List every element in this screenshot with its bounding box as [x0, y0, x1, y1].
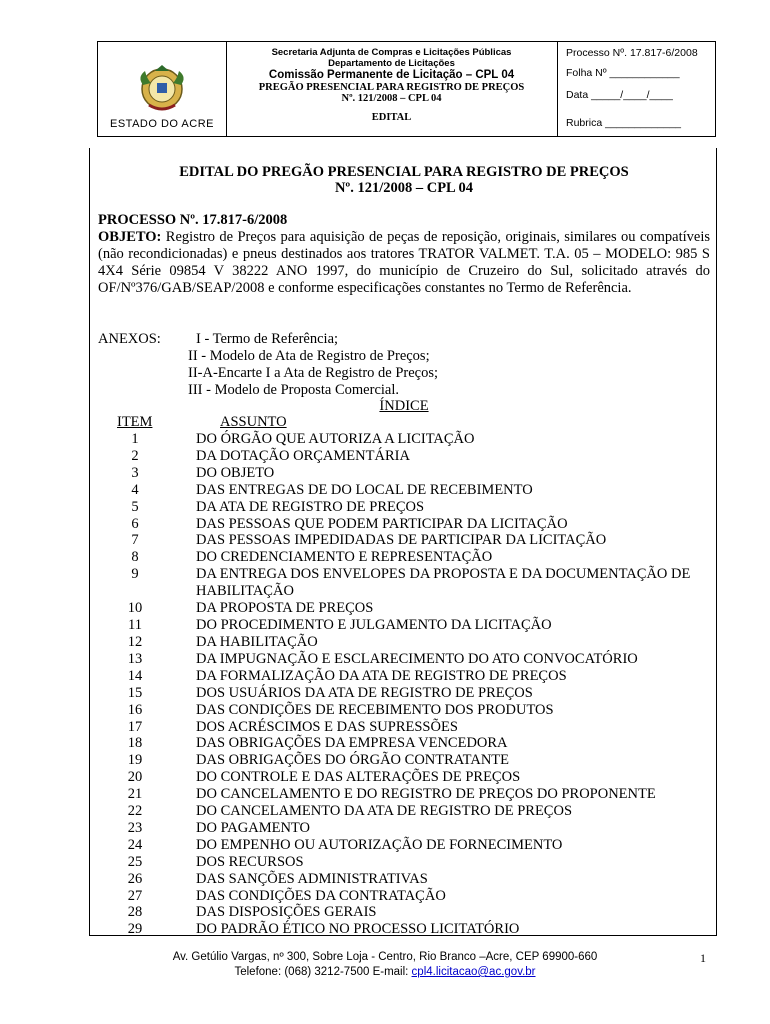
indice-item-number: 14 [127, 667, 143, 684]
indice-item-number: 21 [127, 786, 143, 803]
indice-item-subject: DA HABILITAÇÃO [196, 634, 318, 650]
indice-item-number: 3 [131, 464, 139, 481]
indice-item-subject: DAS SANÇÕES ADMINISTRATIVAS [196, 870, 428, 887]
folha-field: Folha Nº ____________ [566, 67, 680, 79]
indice-item-subject: DOS USUÁRIOS DA ATA DE REGISTRO DE PREÇOS [196, 684, 533, 701]
indice-item-subject: DA ATA DE REGISTRO DE PREÇOS [196, 498, 425, 515]
document-subtitle: Nº. 121/2008 – CPL 04 [334, 180, 474, 196]
estado-label: ESTADO DO ACRE [110, 118, 214, 130]
indice-item-number: 11 [128, 617, 142, 634]
indice-item-number: 27 [127, 887, 143, 904]
indice-item-subject: DO PADRÃO ÉTICO NO PROCESSO LICITATÓRIO [196, 921, 520, 938]
indice-item-number: 23 [127, 819, 143, 836]
processo-heading: PROCESSO Nº. 17.817-6/2008 [98, 212, 288, 228]
indice-item-subject: DA ENTREGA DOS ENVELOPES DA PROPOSTA E DA DOCUMENTAÇÃO DE HABILITAÇÃO [196, 566, 691, 600]
indice-item-subject: DO EMPENHO OU AUTORIZAÇÃO DE FORNECIMENTO [196, 836, 563, 853]
indice-item-number: 18 [127, 735, 143, 752]
department-cell [226, 42, 558, 136]
indice-item-number: 28 [127, 904, 143, 921]
document-header [97, 41, 716, 137]
indice-item-subject: DO CREDENCIAMENTO E REPRESENTAÇÃO [196, 549, 493, 566]
footer-contact [0, 966, 770, 978]
anexos-label: ANEXOS: [98, 331, 161, 347]
pregao-line: PREGÃO PRESENCIAL PARA REGISTRO DE PREÇOS [258, 82, 525, 93]
page-number: 1 [700, 951, 706, 965]
indice-item-subject: DO CANCELAMENTO E DO REGISTRO DE PREÇOS DO PROPONENTE [196, 786, 656, 803]
indice-item-number: 15 [127, 684, 143, 701]
indice-item-subject: DO ÓRGÃO QUE AUTORIZA A LICITAÇÃO [196, 431, 475, 447]
numero-line: Nº. 121/2008 – CPL 04 [341, 93, 442, 104]
indice-item-subject: DAS ENTREGAS DE DO LOCAL DE RECEBIMENTO [196, 481, 533, 498]
footer-phone: Telefone: (068) 3212-7500 E-mail: [234, 966, 412, 978]
anexo-item: III - Modelo de Proposta Comercial. [188, 382, 400, 398]
email-link[interactable]: cpl4.licitacao@ac.gov.br [411, 966, 536, 978]
edital-line: EDITAL [371, 112, 412, 123]
data-field: Data _____/____/____ [566, 89, 673, 101]
indice-item-number: 19 [127, 752, 143, 769]
document-title: EDITAL DO PREGÃO PRESENCIAL PARA REGISTRO DE PREÇOS [179, 164, 629, 180]
comissao-line: Comissão Permanente de Licitação – CPL 04 [268, 69, 515, 81]
indice-item-number: 25 [127, 853, 143, 870]
anexo-item: I - Termo de Referência; [196, 331, 339, 347]
indice-item-number: 26 [127, 870, 143, 887]
indice-item-number: 20 [127, 769, 143, 786]
indice-item-number: 9 [131, 566, 139, 583]
indice-item-number: 6 [131, 515, 139, 532]
indice-item-number: 22 [127, 803, 143, 819]
indice-item-subject: DO CANCELAMENTO DA ATA DE REGISTRO DE PREÇOS [196, 803, 573, 819]
secretaria-line: Secretaria Adjunta de Compras e Licitações Públicas [271, 47, 512, 58]
indice-item-subject: DOS ACRÉSCIMOS E DAS SUPRESSÕES [196, 718, 458, 735]
control-cell [557, 42, 715, 136]
document-body [89, 148, 717, 936]
indice-item-subject: DAS PESSOAS QUE PODEM PARTICIPAR DA LICITAÇÃO [196, 515, 568, 532]
indice-item-subject: DAS DISPOSIÇÕES GERAIS [196, 904, 377, 921]
indice-item-number: 16 [127, 701, 143, 718]
departamento-line: Departamento de Licitações [328, 58, 455, 69]
processo-number: Processo Nº. 17.817-6/2008 [566, 47, 698, 59]
indice-item-subject: DA DOTAÇÃO ORÇAMENTÁRIA [196, 447, 410, 464]
objeto-paragraph [98, 229, 710, 297]
indice-item-subject: DAS OBRIGAÇÕES DO ÓRGÃO CONTRATANTE [196, 752, 510, 769]
indice-item-subject: DAS CONDIÇÕES DE RECEBIMENTO DOS PRODUTOS [196, 701, 554, 718]
state-coat-of-arms-logo [135, 63, 189, 113]
logo-cell [98, 42, 227, 136]
rubrica-field: Rubrica _____________ [566, 117, 682, 129]
indice-item-number: 7 [131, 532, 139, 549]
indice-item-subject: DO OBJETO [196, 464, 275, 481]
anexo-item: II - Modelo de Ata de Registro de Preços; [188, 348, 430, 364]
anexo-item: II-A-Encarte I a Ata de Registro de Preços; [188, 365, 439, 381]
indice-heading: ÍNDICE [379, 398, 429, 414]
indice-item-number: 4 [131, 481, 139, 498]
indice-item-number: 12 [127, 634, 143, 650]
indice-item-subject: DA FORMALIZAÇÃO DA ATA DE REGISTRO DE PREÇOS [196, 667, 567, 684]
indice-item-number: 1 [131, 431, 139, 447]
item-column-header: ITEM [117, 414, 153, 430]
indice-item-number: 8 [131, 549, 139, 566]
indice-item-subject: DOS RECURSOS [196, 853, 304, 870]
indice-item-number: 29 [127, 921, 143, 938]
assunto-column-header: ASSUNTO [220, 414, 287, 430]
indice-item-number: 10 [127, 600, 143, 617]
indice-item-subject: DAS CONDIÇÕES DA CONTRATAÇÃO [196, 887, 446, 904]
indice-item-subject: DO CONTROLE E DAS ALTERAÇÕES DE PREÇOS [196, 769, 521, 786]
indice-item-subject: DA PROPOSTA DE PREÇOS [196, 600, 374, 617]
indice-item-subject: DO PROCEDIMENTO E JULGAMENTO DA LICITAÇÃO [196, 617, 552, 634]
indice-item-subject: DA IMPUGNAÇÃO E ESCLARECIMENTO DO ATO CONVOCATÓRIO [196, 650, 638, 667]
footer-address: Av. Getúlio Vargas, nº 300, Sobre Loja - Centro, Rio Branco –Acre, CEP 69900-660 [172, 951, 598, 963]
indice-item-number: 17 [127, 718, 143, 735]
indice-item-subject: DAS PESSOAS IMPEDIDADAS DE PARTICIPAR DA LICITAÇÃO [196, 532, 607, 549]
indice-item-number: 5 [131, 498, 139, 515]
indice-item-number: 13 [127, 650, 143, 667]
objeto-label: OBJETO: [98, 229, 162, 245]
indice-item-number: 24 [127, 836, 143, 853]
indice-item-subject: DO PAGAMENTO [196, 819, 311, 836]
indice-item-number: 2 [131, 447, 139, 464]
objeto-text: Registro de Preços para aquisição de peças de reposição, originais, similares ou compatíveis (não recondicionadas) e pneus destinados aos tratores TRATOR VALMET. T.A. 05 – MODELO: 985 S 4X4 Série 09854 V 38222 ANO 1997, do município de Cruzeiro do Sul, solicitado através do OF/Nº376/GAB/SEAP/2008 e conforme especificações constantes no Termo de Referência. [98, 229, 710, 296]
indice-item-subject: DAS OBRIGAÇÕES DA EMPRESA VENCEDORA [196, 735, 508, 752]
